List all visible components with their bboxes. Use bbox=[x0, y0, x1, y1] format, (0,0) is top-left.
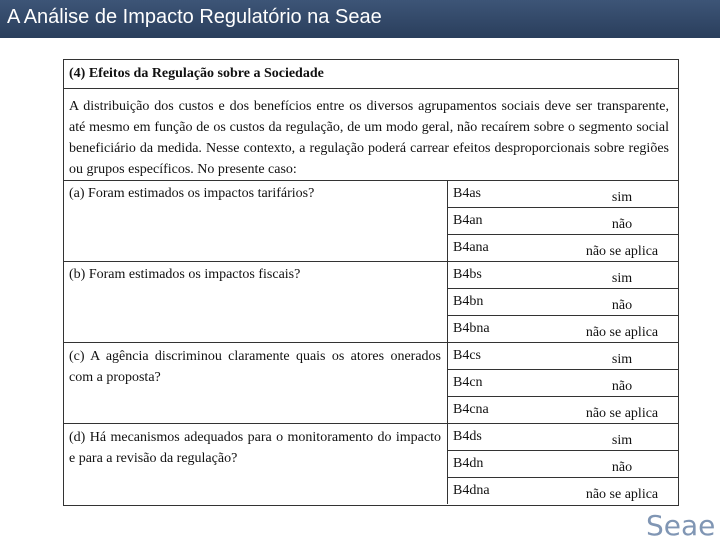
heading-divider bbox=[63, 88, 678, 89]
row-divider bbox=[447, 477, 678, 478]
row-divider bbox=[447, 396, 678, 397]
option-answer: sim bbox=[611, 433, 633, 448]
option-answer: não se aplica bbox=[585, 244, 659, 259]
row-divider bbox=[447, 369, 678, 370]
option-code: B4cna bbox=[453, 402, 489, 417]
question-divider bbox=[63, 342, 678, 343]
question-b-text: (b) Foram estimados os impactos fiscais? bbox=[69, 267, 301, 282]
option-answer: sim bbox=[611, 352, 633, 367]
option-code: B4bn bbox=[453, 294, 484, 309]
option-code: B4ds bbox=[453, 429, 482, 444]
option-code: B4cn bbox=[453, 375, 483, 390]
option-code: B4an bbox=[453, 213, 483, 228]
question-divider bbox=[63, 423, 678, 424]
option-answer: não se aplica bbox=[585, 406, 659, 421]
question-divider bbox=[63, 261, 678, 262]
row-divider bbox=[447, 234, 678, 235]
table-top-divider bbox=[63, 180, 678, 181]
option-code: B4cs bbox=[453, 348, 481, 363]
question-d-text: (d) Há mecanismos adequados para o monitoramento do impacto e para a revisão da regulação? bbox=[69, 430, 441, 466]
section-heading: (4) Efeitos da Regulação sobre a Sociedade bbox=[69, 66, 324, 81]
option-answer: sim bbox=[611, 271, 633, 286]
question-a-text: (a) Foram estimados os impactos tarifários? bbox=[69, 186, 315, 201]
row-divider bbox=[447, 288, 678, 289]
option-answer: não se aplica bbox=[585, 487, 659, 502]
option-answer: não se aplica bbox=[585, 325, 659, 340]
slide-title: A Análise de Impacto Regulatório na Seae bbox=[7, 6, 382, 28]
option-answer: não bbox=[611, 217, 633, 232]
option-code: B4bna bbox=[453, 321, 490, 336]
column-divider bbox=[447, 180, 448, 504]
option-code: B4dna bbox=[453, 483, 490, 498]
option-answer: sim bbox=[611, 190, 633, 205]
title-bar bbox=[0, 0, 720, 38]
row-divider bbox=[447, 450, 678, 451]
section-paragraph: A distribuição dos custos e dos benefícios entre os diversos agrupamentos sociais deve ser transparente, até mesmo em função de os custos da regulação, de um modo geral, não recaírem sobre o segmento social beneficiário da medida. Nesse contexto, a regulação poderá carrear efeitos desproporcionais sobre regiões ou grupos específicos. No presente caso: bbox=[69, 99, 669, 177]
option-answer: não bbox=[611, 379, 633, 394]
option-answer: não bbox=[611, 298, 633, 313]
option-code: B4as bbox=[453, 186, 481, 201]
option-code: B4dn bbox=[453, 456, 484, 471]
question-c-text: (c) A agência discriminou claramente quais os atores onerados com a proposta? bbox=[69, 349, 441, 385]
option-code: B4bs bbox=[453, 267, 482, 282]
row-divider bbox=[447, 315, 678, 316]
row-divider bbox=[447, 207, 678, 208]
option-code: B4ana bbox=[453, 240, 489, 255]
option-answer: não bbox=[611, 460, 633, 475]
seae-logo: Seae bbox=[646, 509, 716, 542]
